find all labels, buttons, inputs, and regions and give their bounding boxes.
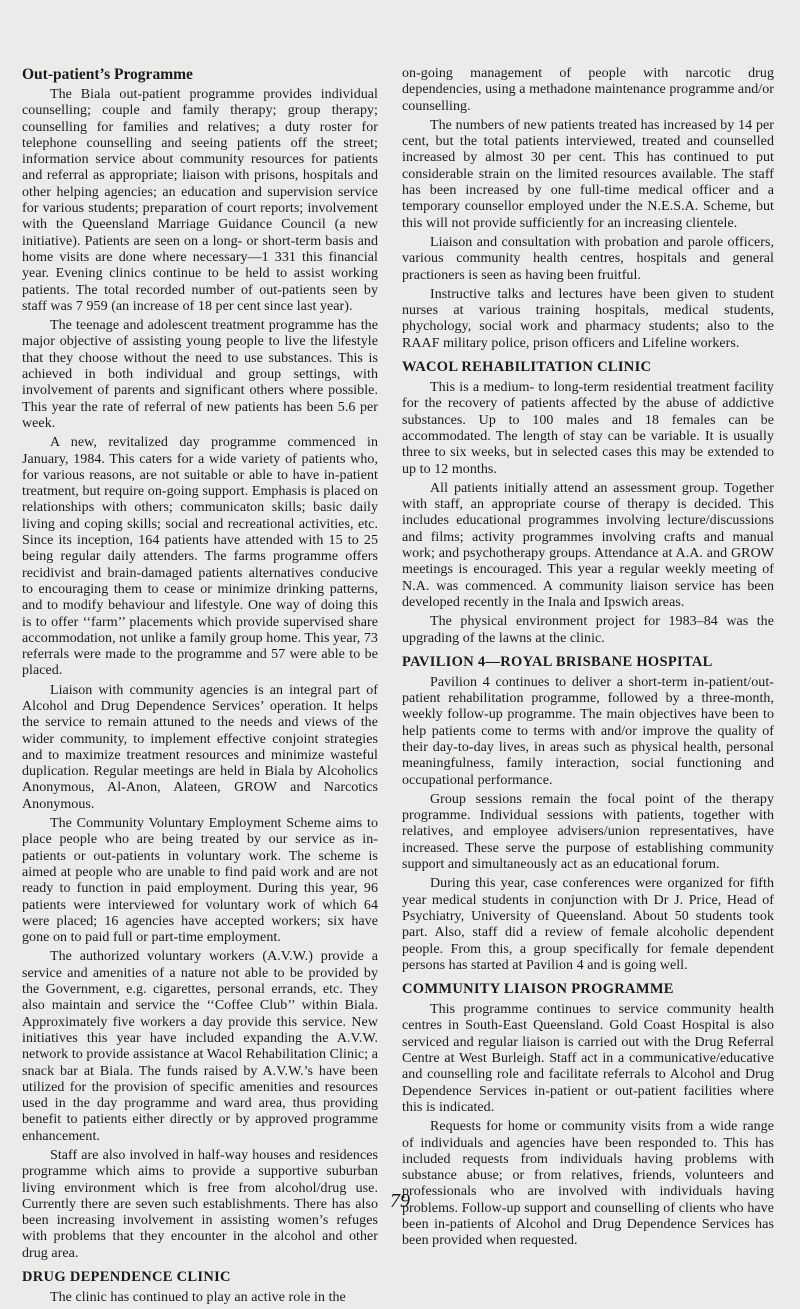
page-number: 79 xyxy=(390,1190,410,1212)
section-title-drug-clinic: DRUG DEPENDENCE CLINIC xyxy=(22,1269,231,1286)
paragraph-continued: on-going management of people with narcotic drug dependencies, using a methadone maintenance programme and/or counselling. xyxy=(402,66,774,114)
paragraph: During this year, case conferences were organized for fifth year medical students in conjunction with Dr J. Price, Head of Psychiatry, University of Queensland. About 50 students took part. Also, staff did a review of female alcoholic dependent people. From this, a group specifically for female dependent persons has started at Pavilion 4 and is going well. xyxy=(402,876,774,973)
paragraph: Requests for home or community visits from a wide range of individuals and agencies have been responded to. This has included requests from individuals having problems with substance abuse; or from relatives, friends, volunteers and professionals who are involved with individuals having problems. Follow-up support and counselling of clients who have been in-patients of Alcohol and Drug Dependence Services has been provided when requested. xyxy=(402,1119,774,1249)
paragraph: A new, revitalized day programme commenced in January, 1984. This caters for a wide variety of patients who, for various reasons, are not suitable or able to have in-patient treatment, but require on-going support. Emphasis is placed on relationships with others; communicaton skills; basic daily living and coping skills; social and recreational activities, etc. Since its inception, 164 patients have attended with 15 to 25 being regular daily attenders. The farms programme offers recidivist and brain-damaged patients alternatives conducive to encouraging them to cease or minimize drinking patterns, and to modify behaviour and lifestyle. One way of doing this is to offer ‘‘farm’’ placements which provide supervised share accommodation, not unlike a family group home. This year, 73 referrals were made to the programme and 57 were able to be placed. xyxy=(22,435,378,679)
section-title-outpatients: Out-patient’s Programme xyxy=(22,66,193,83)
paragraph: Instructive talks and lectures have been given to student nurses at various training hospitals, medical students, phychology, social work and pharmacy students; also to the RAAF military police, prison officers and Lifeline workers. xyxy=(402,286,774,351)
paragraph: The authorized voluntary workers (A.V.W.) provide a service and amenities of a nature not able to be provided by the Government, e.g. cigarettes, personal errands, etc. They also maintain and service the ‘‘Coffee Club’’ within Biala. Approximately five workers a day provide this service. New initiatives this year have included expanding the A.V.W. network to provide assistance at Wacol Rehabilitation Clinic; a snack bar at Biala. The funds raised by A.V.W.’s have been utilized for the provision of specific amenities and resources used in the day programme and ward area, thus providing benefit to patients either directly or by approved programme enhancement. xyxy=(22,949,378,1144)
paragraph: The Biala out-patient programme provides individual counselling; couple and family therapy; group therapy; counselling for families and relatives; a duty roster for telephone counselling and seeing patients off the street; information service about community resources for patients and referral as appropriate; liaison with prisons, hospitals and other helping agencies; an education and supervision service for various students; preparation of court reports; involvement with the Queensland Marriage Guidance Council (a new initiative). Patients are seen on a long- or short-term basis and home visits are done where necessary—1 331 this financial year. Evening clinics continue to be held to assist working patients. The total recorded number of out-patients seen by staff was 7 959 (an increase of 18 per cent since last year). xyxy=(22,87,378,314)
paragraph: The Community Voluntary Employment Scheme aims to place people who are being treated by our service as in-patients or out-patients in voluntary work. The scheme is aimed at people who are unable to find paid work and are not ready to function in paid employment. During this year, 96 patients were interviewed for voluntary work of which 64 were placed; 16 agencies have accepted workers; six have gone on to paid full or part-time employment. xyxy=(22,816,378,946)
paragraph: The clinic has continued to play an active role in the xyxy=(50,1290,346,1306)
paragraph: Liaison and consultation with probation and parole officers, various community health centres, hospitals and general practioners is seen as having been fruitful. xyxy=(402,234,774,283)
paragraph: The numbers of new patients treated has increased by 14 per cent, but the total patients interviewed, treated and counselled increased by almost 30 per cent. This has continued to put considerable strain on the limited resources available. The staff has been increased by one full-time medical officer and a temporary counsellor employed under the N.E.S.A. Scheme, but this will not provide sufficiently for an increasing clientele. xyxy=(402,117,774,231)
section-title-wacol: WACOL REHABILITATION CLINIC xyxy=(402,359,652,376)
paragraph: This programme continues to service community health centres in South-East Queensland. Gold Coast Hospital is also serviced and regular liaison is carried out with the Drug Referral Centre at West Burleigh. Staff act in a communicative/educative and counselling role and facilitate referrals to Alcohol and Drug Dependence Services in-patient or out-patient facilities where this is indicated. xyxy=(402,1002,774,1115)
right-column xyxy=(402,66,774,1253)
paragraph: All patients initially attend an assessment group. Together with staff, an appropriate course of therapy is decided. This includes educational programmes involving lecture/discussions and films; activity programmes involving crafts and manual work; and psychotherapy groups. Attendance at A.A. and GROW meetings is encouraged. This year a regular weekly meeting of N.A. was commenced. A community liaison service has been developed recently in the Inala and Ipswich areas. xyxy=(402,480,774,610)
left-column xyxy=(22,66,378,1309)
section-title-community-liaison: COMMUNITY LIAISON PROGRAMME xyxy=(402,981,674,998)
paragraph: This is a medium- to long-term residential treatment facility for the recovery of patients affected by the abuse of addictive substances. Up to 100 males and 18 females can be accommodated. The length of stay can be variable. It is usually three to six weeks, but in selected cases this may be extended to up to 12 months. xyxy=(402,380,774,477)
paragraph: Liaison with community agencies is an integral part of Alcohol and Drug Dependence Services’ operation. It helps the service to remain attuned to the needs and views of the wider community, to implement effective conjoint strategies and to maximize treatment resources and minimize wasteful duplication. Regular meetings are held in Biala by Alcoholics Anonymous, Al-Anon, Alateen, GROW and Narcotics Anonymous. xyxy=(22,682,378,812)
paragraph: Pavilion 4 continues to deliver a short-term in-patient/out-patient rehabilitation programme, followed by a three-month, weekly follow-up programme. The main objectives have been to help patients come to terms with and/or improve the quality of their day-to-day lives, in areas such as physical health, personal meaningfulness, family interaction, social functioning and occupational performance. xyxy=(402,674,774,788)
paragraph: Group sessions remain the focal point of the therapy programme. Individual sessions with patients, together with relatives, and employee advisers/union representatives, have increased. These serve the purpose of establishing community support and simultaneously act as an educational forum. xyxy=(402,791,774,873)
section-title-pavilion: PAVILION 4—ROYAL BRISBANE HOSPITAL xyxy=(402,653,713,670)
paragraph: The teenage and adolescent treatment programme has the major objective of assisting young people to live the lifestyle that they choose without the need to use substances. This is achieved in both individual and group settings, with involvement of parents and significant others where possible. This year the rate of referral of new patients has been 5.6 per week. xyxy=(22,318,378,431)
paragraph: Staff are also involved in half-way houses and residences programme which aims to provide a supportive suburban living environment which is free from alcohol/drug use. Currently there are seven such establishments. There has also been increasing involvement in assisting women’s refuges with problems that they encounter in the alcohol and other drug area. xyxy=(22,1148,378,1261)
paragraph: The physical environment project for 1983–84 was the upgrading of the lawns at the clinic. xyxy=(402,614,774,646)
